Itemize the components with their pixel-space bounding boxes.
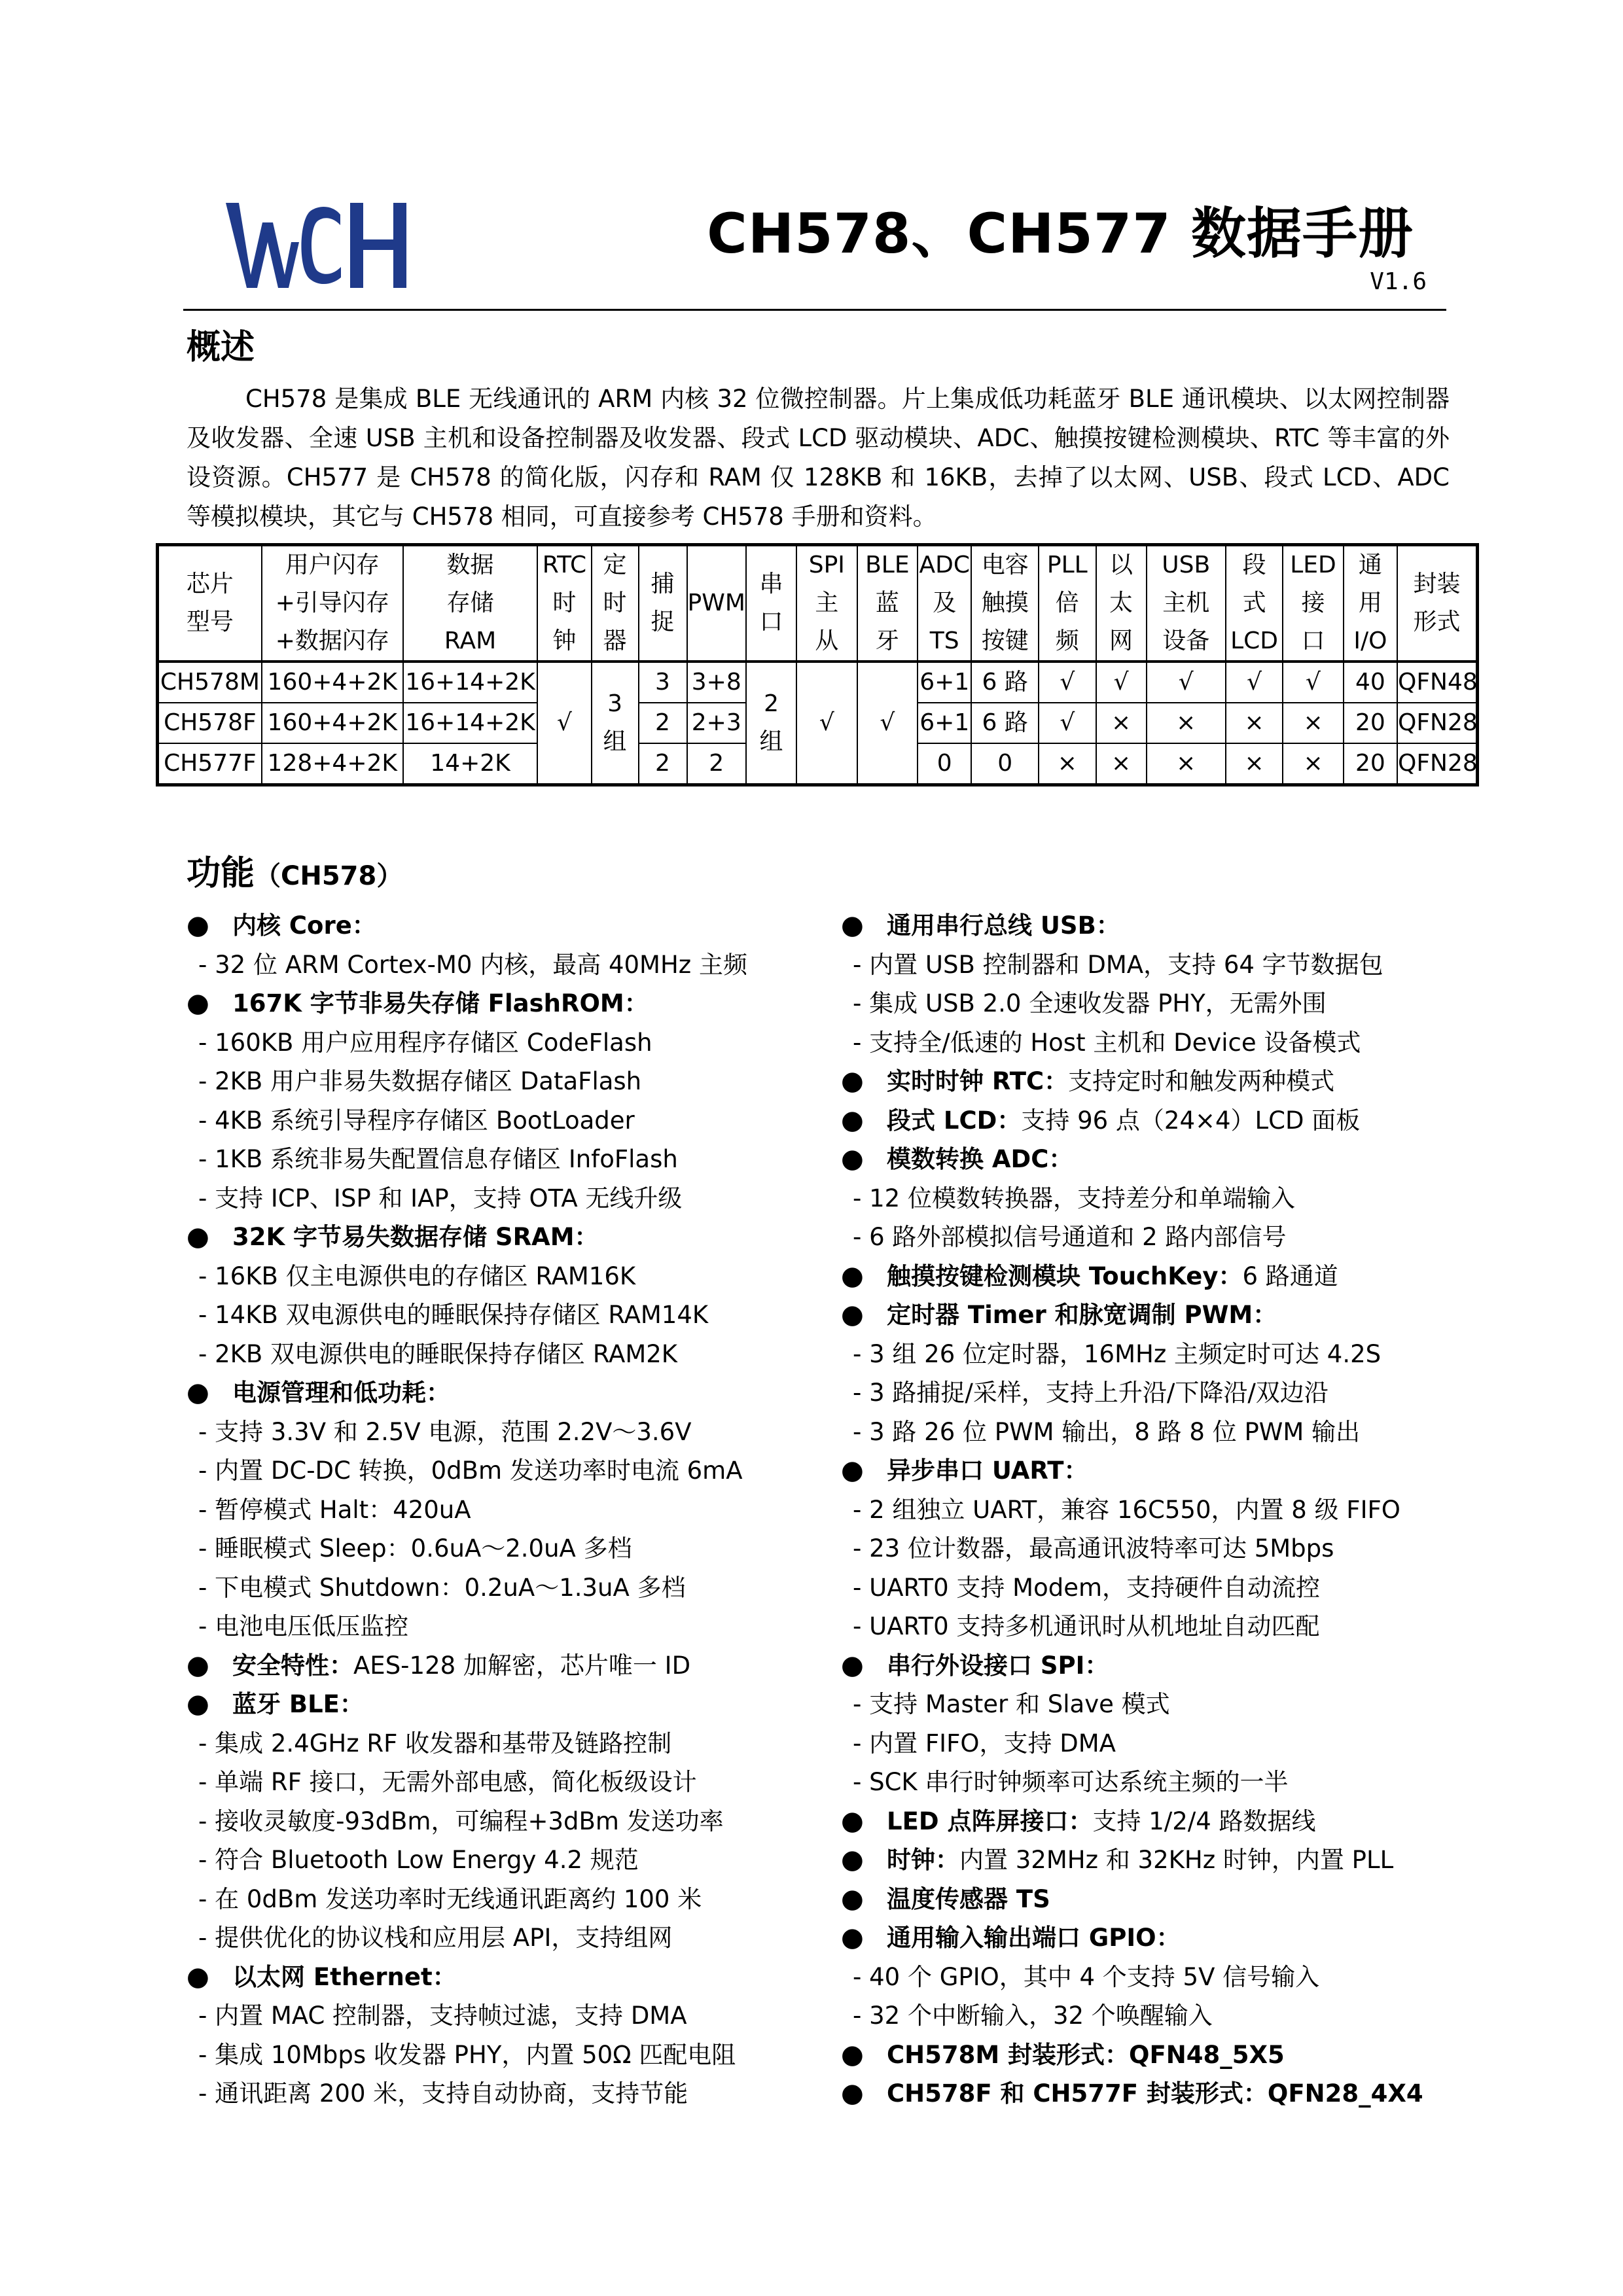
feature-label: 温度传感器 TS — [887, 1884, 1050, 1913]
bullet-icon: ● — [187, 1377, 209, 1407]
feature-label: LED 点阵屏接口： — [887, 1807, 1093, 1835]
table-header-cell — [262, 545, 403, 662]
feature-bullet-item — [841, 1918, 1482, 1958]
feature-label: 通用输入输出端口 GPIO： — [887, 1924, 1181, 1952]
cell-ram: 16+14+2K — [403, 703, 538, 743]
feature-sub-item: - 内置 MAC 控制器，支持帧过滤，支持 DMA — [198, 2002, 687, 2030]
cell-pwm: 2 — [687, 743, 746, 785]
cell-uart — [746, 662, 796, 785]
feature-label: 32K 字节易失数据存储 SRAM： — [232, 1223, 599, 1251]
feature-bullet-item — [841, 1257, 1482, 1296]
feature-sub-item: - 16KB 仅主电源供电的存储区 RAM16K — [198, 1262, 636, 1290]
feature-sub-item: - 内置 USB 控制器和 DMA，支持 64 字节数据包 — [853, 950, 1383, 979]
feature-bullet-item — [841, 1802, 1482, 1841]
cell-rtc: √ — [537, 662, 591, 785]
header-line: USB — [1162, 552, 1211, 578]
header-line: 通 — [1358, 552, 1382, 578]
document-title: CH578、CH577 数据手册 — [707, 202, 1414, 266]
bullet-icon: ● — [841, 1650, 864, 1680]
cell-eth: √ — [1096, 662, 1147, 703]
bullet-icon: ● — [841, 2078, 864, 2108]
feature-bullet-item — [841, 906, 1482, 945]
cell-usb: × — [1147, 703, 1226, 743]
header-line: 电容 — [981, 552, 1029, 578]
header-line: 芯片 — [186, 571, 234, 597]
cell-ram: 16+14+2K — [403, 662, 538, 703]
feature-bullet-item — [841, 1296, 1482, 1335]
bullet-icon: ● — [841, 1455, 864, 1485]
header-line: +引导闪存 — [275, 590, 389, 616]
cell-pkg: QFN48 — [1397, 662, 1477, 703]
feature-label: 时钟： — [887, 1846, 959, 1874]
table-header-cell — [639, 545, 687, 662]
cell-io: 20 — [1344, 703, 1397, 743]
overview-paragraph: CH578 是集成 BLE 无线通讯的 ARM 内核 32 位微控制器。片上集成低功耗蓝牙 BLE 通讯模块、以太网控制器及收发器、全速 USB 主机和设备控制器及收发器、段式 LCD 驱动模块、ADC、触摸按键检测模块、RTC 等丰富的外设资源。CH577 是 CH578 的简化版，闪存和 RAM 仅 128KB 和 16KB，去掉了以太网、USB、段式 LCD、ADC 等模拟模块，其它与 CH578 相同，可直接参考 CH578 手册和资料。 — [187, 385, 1450, 531]
table-row — [158, 662, 1478, 703]
header-line: 触摸 — [981, 590, 1029, 616]
header-line: 数据 — [446, 552, 494, 578]
feature-sub-item: - 睡眠模式 Sleep：0.6uA～2.0uA 多档 — [198, 1534, 632, 1563]
table-header-cell — [746, 545, 796, 662]
feature-detail: 支持 1/2/4 路数据线 — [1092, 1807, 1316, 1835]
bullet-icon: ● — [841, 1299, 864, 1330]
feature-bullet-item — [187, 1958, 828, 1997]
feature-label: 蓝牙 BLE： — [232, 1690, 364, 1718]
header-line: 用 — [1358, 590, 1382, 616]
header-line: LED — [1290, 552, 1336, 578]
table-header-cell — [1344, 545, 1397, 662]
cell-pkg: QFN28 — [1397, 703, 1477, 743]
feature-bullet-item — [841, 2074, 1482, 2113]
feature-sub-item: - 14KB 双电源供电的睡眠保持存储区 RAM14K — [198, 1301, 709, 1329]
feature-sub-item: - UART0 支持多机通讯时从机地址自动匹配 — [853, 1612, 1320, 1640]
feature-sub-item: - 集成 2.4GHz RF 收发器和基带及链路控制 — [198, 1729, 672, 1757]
bullet-icon: ● — [187, 1689, 209, 1719]
feature-sub-item: - 12 位模数转换器，支持差分和单端输入 — [853, 1184, 1295, 1212]
cell-io: 40 — [1344, 662, 1397, 703]
cell-model: CH578F — [158, 703, 262, 743]
cell-capture: 3 — [639, 662, 687, 703]
feature-detail: 6 路通道 — [1242, 1262, 1338, 1290]
header-line: RTC — [542, 552, 587, 578]
feature-bullet-item — [187, 1218, 828, 1257]
feature-sub-item: - 提供优化的协议栈和应用层 API，支持组网 — [198, 1924, 673, 1952]
feature-sub-item: - 2KB 双电源供电的睡眠保持存储区 RAM2K — [198, 1339, 678, 1368]
cell-adc: 0 — [918, 743, 971, 785]
cell-pwm: 2+3 — [687, 703, 746, 743]
header-line: 时 — [603, 590, 627, 616]
feature-sub-item: - 3 路捕捉/采样，支持上升沿/下降沿/双边沿 — [853, 1379, 1329, 1407]
feature-detail: AES-128 加解密，芯片唯一 ID — [353, 1651, 691, 1680]
feature-label: CH578M 封装形式：QFN48_5X5 — [887, 2040, 1285, 2069]
table-header-row — [158, 545, 1478, 662]
feature-label: 安全特性： — [232, 1651, 353, 1680]
bullet-icon: ● — [187, 1961, 209, 1992]
cell-pll: √ — [1039, 703, 1096, 743]
feature-sub-item: - 单端 RF 接口，无需外部电感，简化板级设计 — [198, 1768, 697, 1796]
feature-sub-item: - 2 组独立 UART，兼容 16C550，内置 8 级 FIFO — [853, 1495, 1400, 1524]
header-line: 定 — [603, 552, 627, 578]
feature-sub-item: - 支持 Master 和 Slave 模式 — [853, 1690, 1170, 1718]
header-line: 牙 — [875, 627, 899, 654]
header-line: LCD — [1230, 627, 1279, 654]
feature-sub-item: - 2KB 用户非易失数据存储区 DataFlash — [198, 1067, 642, 1095]
cell-spi: √ — [796, 662, 857, 785]
feature-detail: 支持定时和触发两种模式 — [1068, 1067, 1335, 1095]
features-heading-text: 功能 — [187, 854, 255, 893]
header-line: 捉 — [651, 609, 675, 635]
table-header-cell — [592, 545, 639, 662]
feature-sub-item: - 通讯距离 200 米，支持自动协商，支持节能 — [198, 2079, 688, 2108]
feature-bullet-item — [187, 1646, 828, 1686]
header-line: 时 — [552, 590, 577, 616]
cell-capture: 2 — [639, 743, 687, 785]
feature-detail: 支持 96 点（24×4）LCD 面板 — [1021, 1106, 1361, 1135]
feature-label: 串行外设接口 SPI： — [887, 1651, 1109, 1680]
header-line: 主机 — [1162, 590, 1210, 616]
bullet-icon: ● — [841, 1066, 864, 1096]
cell-lcd: × — [1226, 703, 1283, 743]
feature-sub-item: - 集成 10Mbps 收发器 PHY，内置 50Ω 匹配电阻 — [198, 2040, 736, 2069]
cell-pkg: QFN28 — [1397, 743, 1477, 785]
feature-sub-item: - 内置 FIFO，支持 DMA — [853, 1729, 1116, 1757]
bullet-icon: ● — [841, 910, 864, 940]
feature-sub-item: - 集成 USB 2.0 全速收发器 PHY，无需外围 — [853, 989, 1327, 1017]
features-heading-sub: （CH578） — [255, 861, 403, 891]
cell-adc: 6+1 — [918, 662, 971, 703]
feature-sub-item: - 160KB 用户应用程序存储区 CodeFlash — [198, 1028, 652, 1057]
cell-lcd: √ — [1226, 662, 1283, 703]
cell-eth: × — [1096, 743, 1147, 785]
feature-sub-item: - 23 位计数器，最高通讯波特率可达 5Mbps — [853, 1534, 1334, 1563]
feature-bullet-item — [187, 984, 828, 1023]
bullet-icon: ● — [841, 1260, 864, 1291]
header-line: 太 — [1109, 590, 1133, 616]
header-line: 接 — [1301, 590, 1325, 616]
table-header-cell — [796, 545, 857, 662]
bullet-icon: ● — [187, 1222, 209, 1252]
cell-adc: 6+1 — [918, 703, 971, 743]
cell-pll: √ — [1039, 662, 1096, 703]
header-line: 形式 — [1413, 609, 1461, 635]
feature-label: 以太网 Ethernet： — [232, 1962, 457, 1991]
cell-touch: 0 — [971, 743, 1039, 785]
bullet-icon: ● — [187, 1650, 209, 1680]
header-line: 从 — [815, 627, 839, 654]
cell-model: CH577F — [158, 743, 262, 785]
feature-sub-item: - 电池电压低压监控 — [198, 1612, 409, 1640]
feature-sub-item: - 内置 DC-DC 转换，0dBm 发送功率时电流 6mA — [198, 1457, 743, 1485]
feature-sub-item: - 下电模式 Shutdown：0.2uA～1.3uA 多档 — [198, 1573, 686, 1602]
header-line: 捕 — [651, 571, 675, 597]
cell-usb: √ — [1147, 662, 1226, 703]
header-line: 频 — [1055, 627, 1079, 654]
bullet-icon: ● — [841, 1845, 864, 1875]
table-header-cell — [1283, 545, 1344, 662]
header-line: 存储 — [446, 590, 494, 616]
cell-capture: 2 — [639, 703, 687, 743]
feature-sub-item: - 在 0dBm 发送功率时无线通讯距离约 100 米 — [198, 1884, 702, 1913]
logo-text: WCH — [226, 196, 228, 197]
version-label: V1.6 — [1370, 268, 1427, 295]
header-rule — [183, 309, 1446, 311]
feature-sub-item: - 1KB 系统非易失配置信息存储区 InfoFlash — [198, 1145, 678, 1173]
overview-heading: 概述 — [187, 328, 255, 367]
feature-sub-item: - 3 路 26 位 PWM 输出，8 路 8 位 PWM 输出 — [853, 1417, 1361, 1446]
feature-bullet-item — [187, 1373, 828, 1413]
bullet-icon: ● — [841, 1805, 864, 1836]
cell-touch: 6 路 — [971, 703, 1039, 743]
feature-label: 定时器 Timer 和脉宽调制 PWM： — [887, 1301, 1277, 1329]
header-line: 段 — [1242, 552, 1266, 578]
table-header-cell — [403, 545, 538, 662]
feature-sub-item: - 3 组 26 位定时器，16MHz 主频定时可达 4.2S — [853, 1339, 1382, 1368]
header-line: 倍 — [1055, 590, 1079, 616]
feature-bullet-item — [187, 1685, 828, 1724]
header-line: 以 — [1109, 552, 1133, 578]
cell-timer — [592, 662, 639, 785]
bullet-icon: ● — [841, 1144, 864, 1174]
header-line: 口 — [1301, 627, 1325, 654]
header-line: BLE — [865, 552, 910, 578]
header-line: 主 — [815, 590, 839, 616]
header-line: 式 — [1242, 590, 1266, 616]
cell-touch: 6 路 — [971, 662, 1039, 703]
feature-detail: 内置 32MHz 和 32KHz 时钟，内置 PLL — [959, 1846, 1394, 1874]
feature-label: 模数转换 ADC： — [887, 1145, 1073, 1173]
feature-label: 段式 LCD： — [887, 1106, 1022, 1135]
feature-bullet-item — [841, 1140, 1482, 1179]
cell-line: 组 — [759, 728, 783, 755]
feature-bullet-item — [841, 1841, 1482, 1880]
feature-label: CH578F 和 CH577F 封装形式：QFN28_4X4 — [887, 2079, 1423, 2108]
cell-io: 20 — [1344, 743, 1397, 785]
feature-label: 实时时钟 RTC： — [887, 1067, 1069, 1095]
features-left-column — [187, 906, 828, 2113]
feature-sub-item: - SCK 串行时钟频率可达系统主频的一半 — [853, 1768, 1289, 1796]
feature-bullet-item — [841, 1101, 1482, 1140]
feature-sub-item: - 32 个中断输入，32 个唤醒输入 — [853, 2002, 1213, 2030]
header-line: ADC — [919, 552, 970, 578]
feature-label: 通用串行总线 USB： — [887, 911, 1120, 940]
cell-eth: × — [1096, 703, 1147, 743]
feature-label: 167K 字节非易失存储 FlashROM： — [232, 989, 649, 1017]
feature-sub-item: - 接收灵敏度-93dBm，可编程+3dBm 发送功率 — [198, 1807, 724, 1835]
table-header-cell — [1096, 545, 1147, 662]
feature-bullet-item — [841, 1062, 1482, 1101]
header-line: SPI — [808, 552, 845, 578]
feature-sub-item: - 支持 3.3V 和 2.5V 电源，范围 2.2V～3.6V — [198, 1417, 692, 1446]
feature-sub-item: - 4KB 系统引导程序存储区 BootLoader — [198, 1106, 635, 1135]
cell-flash: 128+4+2K — [262, 743, 403, 785]
feature-bullet-item — [841, 1880, 1482, 1919]
bullet-icon: ● — [841, 1883, 864, 1914]
table-header-cell — [1226, 545, 1283, 662]
header-line: TS — [929, 627, 959, 654]
header-line: 蓝 — [875, 590, 899, 616]
feature-label: 电源管理和低功耗： — [232, 1379, 450, 1407]
header-line: 钟 — [552, 627, 577, 654]
feature-bullet-item — [841, 2036, 1482, 2075]
cell-line: 2 — [764, 690, 779, 717]
feature-label: 触摸按键检测模块 TouchKey： — [887, 1262, 1243, 1290]
header-line: 设备 — [1162, 627, 1210, 654]
feature-sub-item: - UART0 支持 Modem，支持硬件自动流控 — [853, 1573, 1321, 1602]
feature-label: 内核 Core： — [232, 911, 376, 940]
cell-ram: 14+2K — [403, 743, 538, 785]
feature-bullet-item — [841, 1646, 1482, 1686]
feature-sub-item: - 支持 ICP、ISP 和 IAP，支持 OTA 无线升级 — [198, 1184, 683, 1212]
table-header-cell — [857, 545, 918, 662]
bullet-icon: ● — [187, 988, 209, 1018]
table-header-cell — [971, 545, 1039, 662]
table-header-cell — [1039, 545, 1096, 662]
overview-text — [187, 380, 1450, 537]
cell-usb: × — [1147, 743, 1226, 785]
header-line: 型号 — [186, 609, 234, 635]
bullet-icon: ● — [187, 910, 209, 940]
cell-led: √ — [1283, 662, 1344, 703]
cell-pwm: 3+8 — [687, 662, 746, 703]
feature-sub-item: - 支持全/低速的 Host 主机和 Device 设备模式 — [853, 1028, 1361, 1057]
cell-flash: 160+4+2K — [262, 662, 403, 703]
features-heading — [187, 845, 402, 894]
feature-label: 异步串口 UART： — [887, 1457, 1088, 1485]
bullet-icon: ● — [841, 1922, 864, 1952]
cell-ble: √ — [857, 662, 918, 785]
cell-pll: × — [1039, 743, 1096, 785]
feature-sub-item: - 32 位 ARM Cortex-M0 内核，最高 40MHz 主频 — [198, 950, 747, 979]
header-line: 口 — [759, 609, 783, 635]
cell-line: 组 — [603, 728, 627, 755]
table-header-cell — [1147, 545, 1226, 662]
feature-sub-item: - 符合 Bluetooth Low Energy 4.2 规范 — [198, 1846, 639, 1874]
cell-line: 3 — [607, 690, 622, 717]
cell-model: CH578M — [158, 662, 262, 703]
header-line: 网 — [1109, 627, 1133, 654]
cell-lcd: × — [1226, 743, 1283, 785]
cell-flash: 160+4+2K — [262, 703, 403, 743]
table-header-cell — [918, 545, 971, 662]
cell-led: × — [1283, 703, 1344, 743]
feature-sub-item: - 40 个 GPIO，其中 4 个支持 5V 信号输入 — [853, 1962, 1320, 1991]
header-line: +数据闪存 — [275, 627, 389, 654]
cell-led: × — [1283, 743, 1344, 785]
header-line: PLL — [1046, 552, 1088, 578]
feature-bullet-item — [841, 1451, 1482, 1491]
header-line: 用户闪存 — [285, 552, 380, 578]
header-line: 封装 — [1413, 571, 1461, 597]
header-line: I/O — [1353, 627, 1387, 654]
wch-logo — [226, 196, 409, 294]
table-header-cell — [158, 545, 262, 662]
header-line: 串 — [759, 571, 783, 597]
feature-sub-item: - 暂停模式 Halt：420uA — [198, 1495, 471, 1524]
table-header-cell — [1397, 545, 1477, 662]
bullet-icon: ● — [841, 1104, 864, 1135]
header-line: 器 — [603, 627, 627, 654]
header-line: PWM — [687, 590, 745, 616]
feature-sub-item: - 6 路外部模拟信号通道和 2 路内部信号 — [853, 1223, 1287, 1251]
spec-table — [156, 543, 1479, 786]
table-header-cell — [537, 545, 591, 662]
header-line: 按键 — [981, 627, 1029, 654]
features-right-column — [841, 906, 1482, 2113]
header-line: 及 — [933, 590, 957, 616]
header-line: RAM — [444, 627, 497, 654]
bullet-icon: ● — [841, 2039, 864, 2070]
feature-bullet-item — [187, 906, 828, 945]
table-header-cell — [687, 545, 746, 662]
